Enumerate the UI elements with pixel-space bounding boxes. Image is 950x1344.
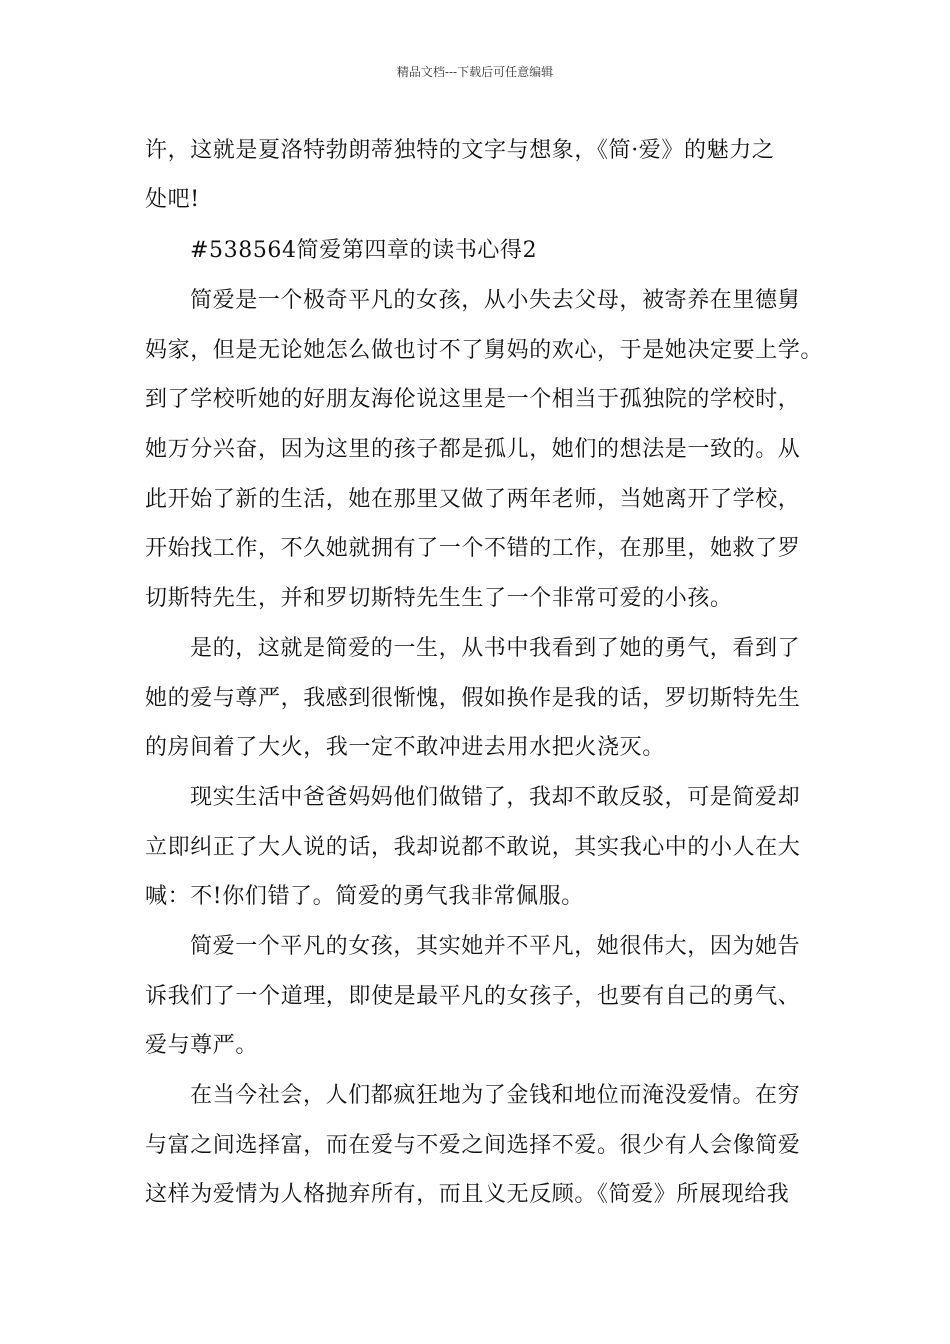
page-header: 精品文档---下载后可任意编辑 [396, 65, 554, 79]
text-line: 处吧! [145, 187, 200, 212]
text-line: 切斯特先生，并和罗切斯特先生生了一个非常可爱的小孩。 [145, 586, 733, 611]
text-line: 到了学校听她的好朋友海伦说这里是一个相当于孤独院的学校时， [145, 387, 801, 412]
text-line: 简爱是一个极奇平凡的女孩，从小失去父母，被寄养在里德舅 [190, 288, 801, 313]
text-line: 简爱一个平凡的女孩，其实她并不平凡，她很伟大，因为她告 [190, 934, 801, 959]
text-line: 诉我们了一个道理，即使是最平凡的女孩子，也要有自己的勇气、 [145, 984, 801, 1009]
section-heading: #538564简爱第四章的读书心得2 [190, 238, 538, 263]
text-line: 此开始了新的生活，她在那里又做了两年老师，当她离开了学校， [145, 487, 801, 512]
text-line: 许，这就是夏洛特勃朗蒂独特的文字与想象，《简·爱》的魅力之 [145, 138, 775, 163]
text-line: 立即纠正了大人说的话，我却说都不敢说，其实我心中的小人在大 [145, 835, 801, 860]
text-line: 她的爱与尊严，我感到很惭愧，假如换作是我的话，罗切斯特先生 [145, 686, 801, 711]
text-line: 她万分兴奋，因为这里的孩子都是孤儿，她们的想法是一致的。从 [145, 437, 801, 462]
text-line: 开始找工作，不久她就拥有了一个不错的工作，在那里，她救了罗 [145, 536, 801, 561]
text-line: 这样为爱情为人格抛弃所有，而且义无反顾。《简爱》所展现给我 [145, 1182, 790, 1207]
text-line: 的房间着了大火，我一定不敢冲进去用水把火浇灭。 [145, 735, 665, 760]
text-line: 现实生活中爸爸妈妈他们做错了，我却不敢反驳，可是简爱却 [190, 785, 801, 810]
text-line: 爱与尊严。 [145, 1033, 259, 1058]
text-line: 喊：不!你们错了。简爱的勇气我非常佩服。 [145, 884, 584, 909]
text-line: 在当今社会，人们都疯狂地为了金钱和地位而淹没爱情。在穷 [190, 1083, 801, 1108]
text-line: 妈家，但是无论她怎么做也讨不了舅妈的欢心，于是她决定要上学。 [145, 338, 824, 363]
text-line: 与富之间选择富，而在爱与不爱之间选择不爱。很少有人会像简爱 [145, 1133, 801, 1158]
text-line: 是的，这就是简爱的一生，从书中我看到了她的勇气，看到了 [190, 636, 801, 661]
